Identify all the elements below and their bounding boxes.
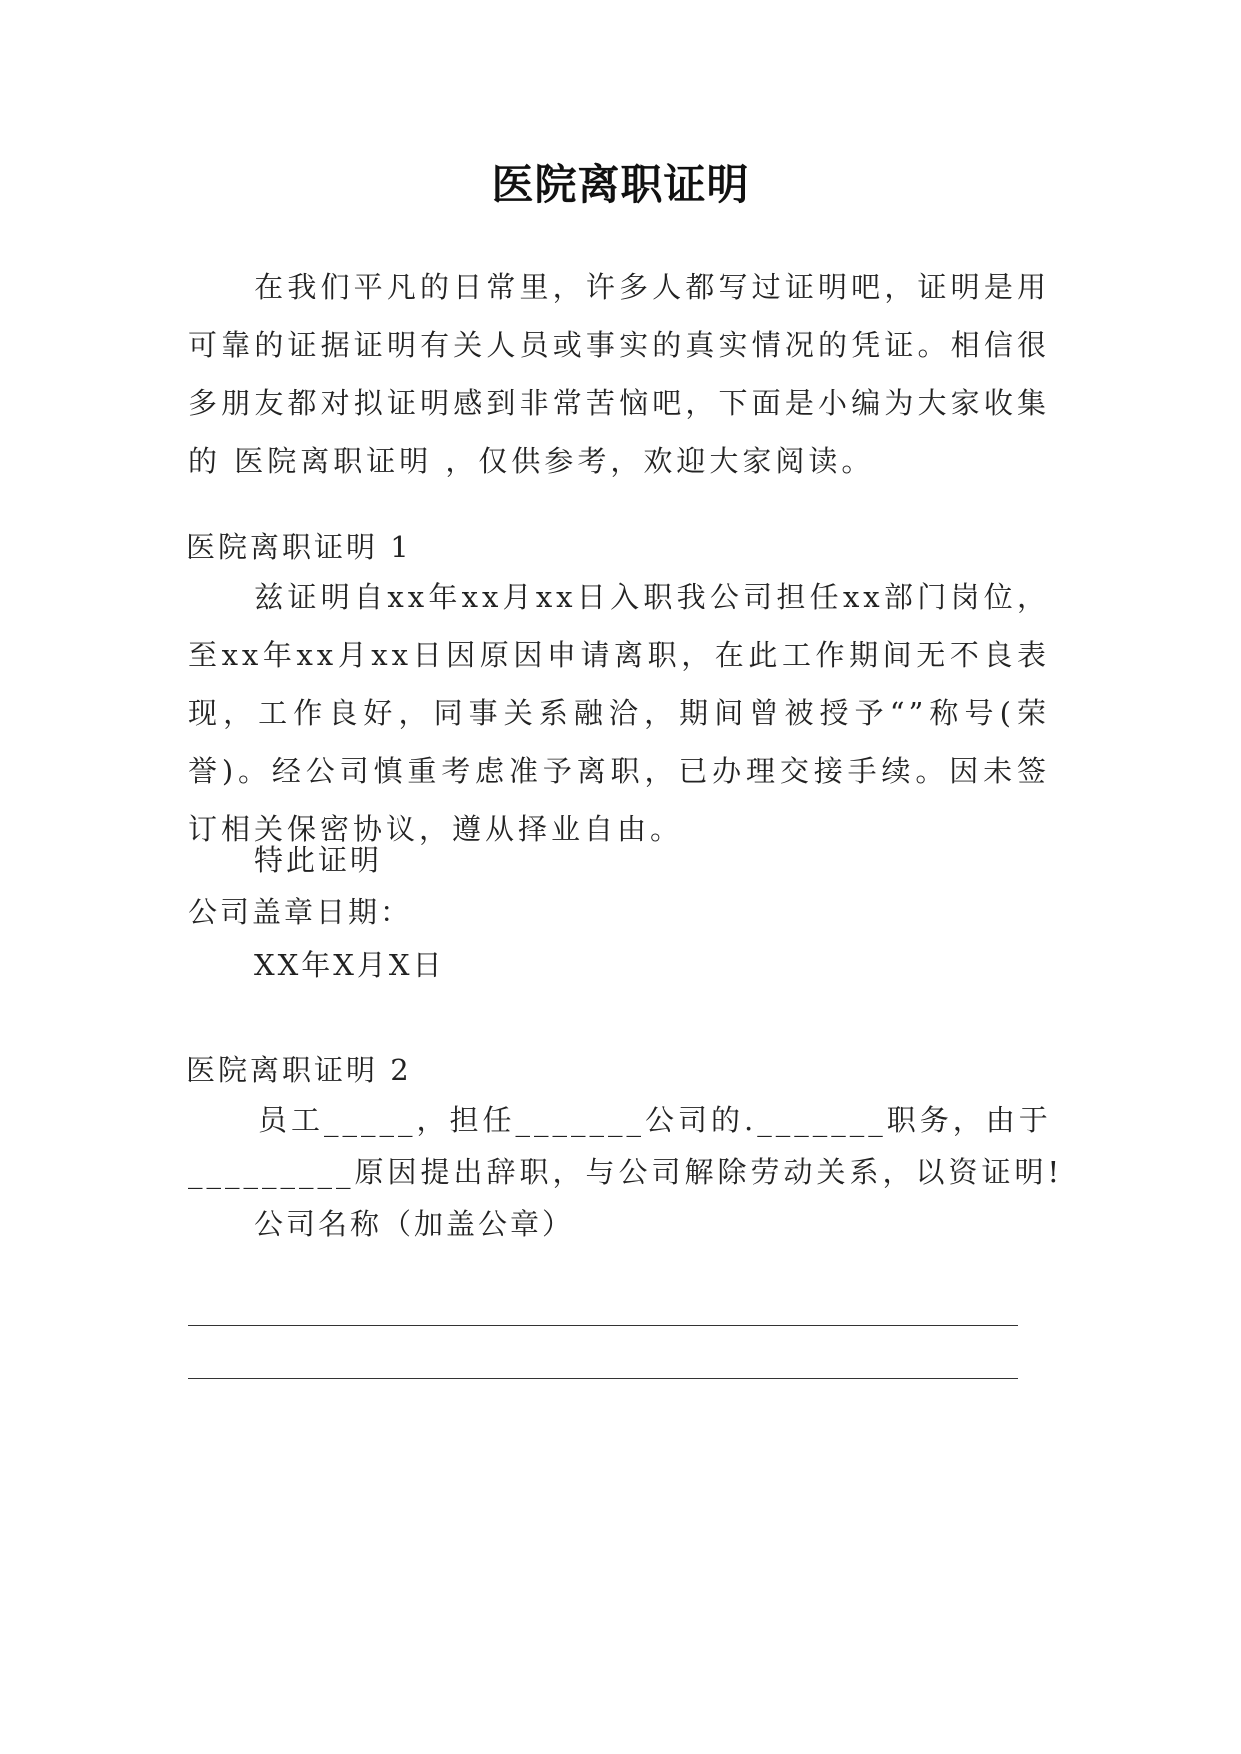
section1-body-text: 兹证明自xx年xx月xx日入职我公司担任xx部门岗位，至xx年xx月xx日因原因申请离职，在此工作期间无不良表现，工作良好，同事关系融洽，期间曾被授予“”称号(荣誉)。经公司慎重考虑准予离职，已办理交接手续。因未签订相关保密协议，遵从择业自由。 <box>188 580 1050 846</box>
section2-line1: 员工_____，担任_______公司的._______职务，由于 <box>258 1103 1052 1137</box>
section1-heading: 医院离职证明 1 <box>186 530 412 564</box>
signature-rule-1 <box>188 1325 1018 1326</box>
section2-line2: _________原因提出辞职，与公司解除劳动关系，以资证明! <box>188 1155 1064 1189</box>
intro-text: 在我们平凡的日常里，许多人都写过证明吧，证明是用可靠的证据证明有关人员或事实的真实情况的凭证。相信很多朋友都对拟证明感到非常苦恼吧，下面是小编为大家收集的 医院离职证明 ，仅供参考，欢迎大家阅读。 <box>188 270 1050 478</box>
section1-body <box>188 568 1050 858</box>
stamp-date-label: 公司盖章日期： <box>188 895 413 929</box>
certificate-date: XX年X月X日 <box>254 948 445 982</box>
intro-paragraph <box>188 258 1050 490</box>
section2-heading: 医院离职证明 2 <box>186 1053 412 1087</box>
document-title: 医院离职证明 <box>491 160 750 209</box>
company-name-line: 公司名称（加盖公章） <box>254 1207 575 1241</box>
section1-closing: 特此证明 <box>254 843 383 877</box>
signature-rule-2 <box>188 1378 1018 1379</box>
